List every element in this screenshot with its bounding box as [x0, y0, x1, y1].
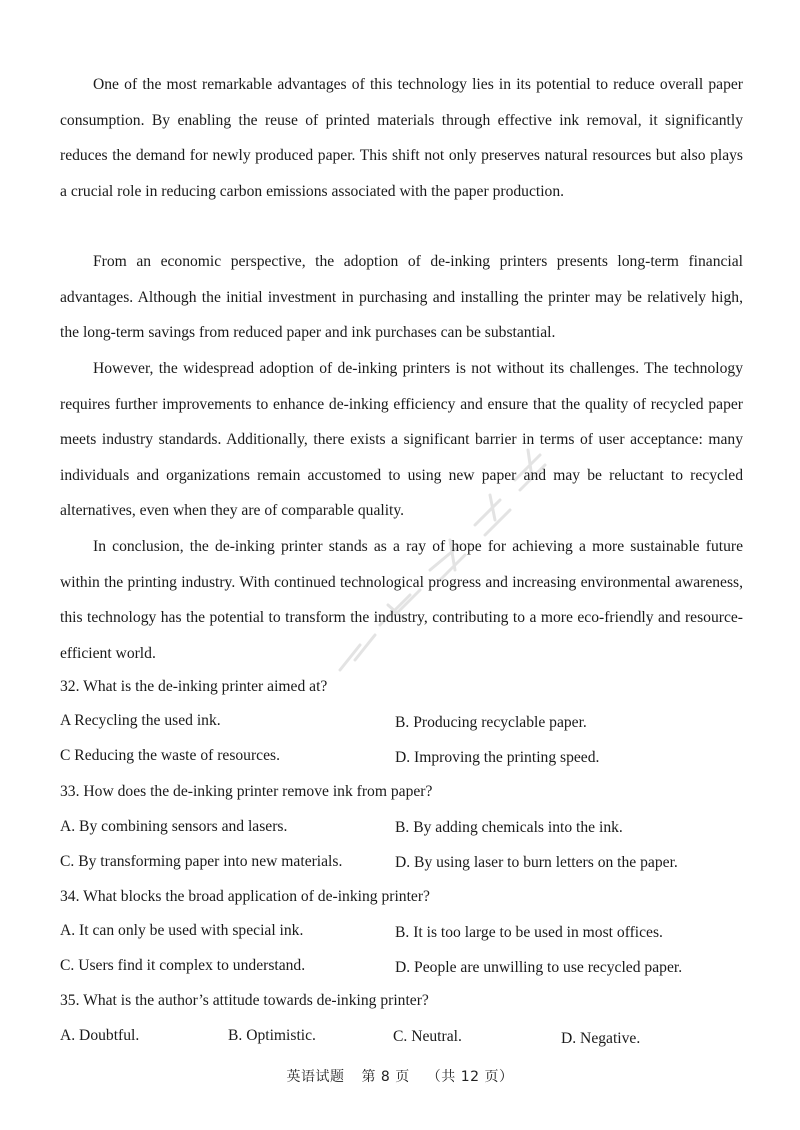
- option-d: D. Improving the printing speed.: [395, 749, 600, 766]
- option-a: A. By combining sensors and lasers.: [60, 818, 288, 835]
- option-c: C Reducing the waste of resources.: [60, 747, 280, 764]
- passage-paragraph: One of the most remarkable advantages of this technology lies in its potential to reduce overall paper consumption. By enabling the reuse of printed materials through effective ink removal, it significantly reduces the demand for newly produced paper. This shift not only preserves natural resources but also plays a crucial role in reducing carbon emissions associated with the paper production.: [60, 76, 743, 200]
- question-stem: 34. What blocks the broad application of de-inking printer?: [60, 888, 430, 905]
- footer-page-number: 第 8 页: [361, 1069, 410, 1085]
- passage-paragraph: However, the widespread adoption of de-inking printers is not without its challenges. The technology requires further improvements to enhance de-inking efficiency and ensure that the quality of recycled paper meets industry standards. Additionally, there exists a significant barrier in terms of user acceptance: many individuals and organizations remain accustomed to using new paper and may be reluctant to recycled alternatives, even when they are of comparable quality.: [60, 360, 743, 519]
- question-stem: 32. What is the de-inking printer aimed at?: [60, 678, 328, 695]
- option-a: A. Doubtful.: [60, 1027, 140, 1044]
- option-c: C. Users find it complex to understand.: [60, 957, 306, 974]
- page-footer: [0, 1066, 800, 1086]
- passage-paragraph: In conclusion, the de-inking printer stands as a ray of hope for achieving a more sustainable future within the printing industry. With continued technological progress and increasing environmental awareness, this technology has the potential to transform the industry, contributing to a more eco-friendly and resource-efficient world.: [60, 538, 743, 662]
- option-d: D. People are unwilling to use recycled paper.: [395, 959, 683, 976]
- option-b: B. Producing recyclable paper.: [395, 714, 587, 731]
- option-a: A Recycling the used ink.: [60, 712, 221, 729]
- option-d: D. By using laser to burn letters on the paper.: [395, 854, 678, 871]
- passage-paragraph: From an economic perspective, the adoption of de-inking printers presents long-term financial advantages. Although the initial investment in purchasing and installing the printer may be relatively high, the long-term savings from reduced paper and ink purchases can be substantial.: [60, 253, 743, 341]
- option-b: B. Optimistic.: [228, 1027, 316, 1044]
- option-c: C. Neutral.: [393, 1028, 462, 1045]
- question-stem: 35. What is the author’s attitude towards de-inking printer?: [60, 992, 429, 1009]
- option-d: D. Negative.: [561, 1030, 641, 1047]
- option-b: B. It is too large to be used in most offices.: [395, 924, 663, 941]
- footer-total-pages: （共 12 页）: [426, 1069, 514, 1085]
- option-b: B. By adding chemicals into the ink.: [395, 819, 623, 836]
- option-a: A. It can only be used with special ink.: [60, 922, 304, 939]
- option-c: C. By transforming paper into new materials.: [60, 853, 343, 870]
- question-stem: 33. How does the de-inking printer remove ink from paper?: [60, 783, 433, 800]
- footer-subject: 英语试题: [286, 1069, 345, 1085]
